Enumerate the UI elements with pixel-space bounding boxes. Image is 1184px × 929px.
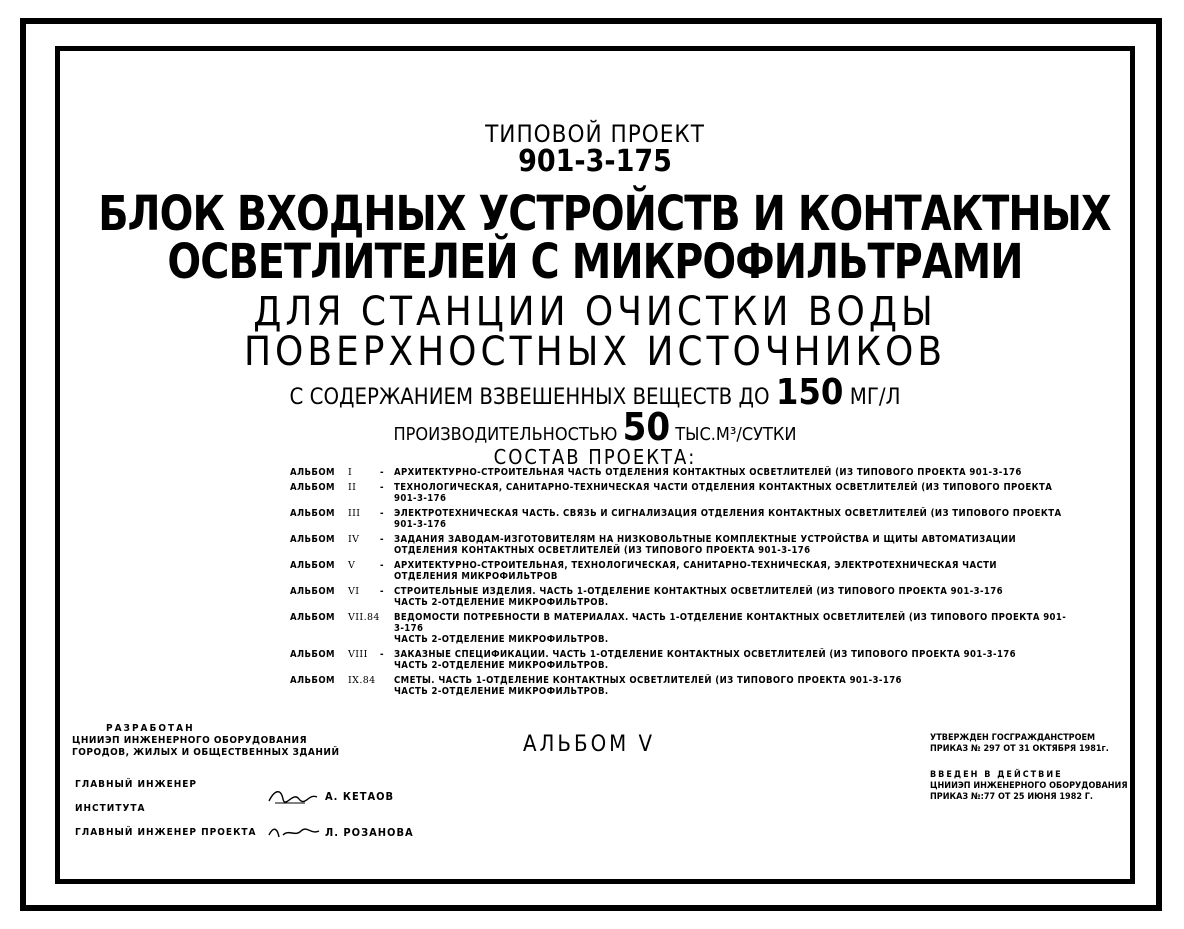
album-row-line: ЧАСТЬ 2-ОТДЕЛЕНИЕ МИКРОФИЛЬТРОВ.: [394, 660, 609, 671]
album-row-number: VI: [348, 586, 360, 597]
album-row-text: [394, 560, 1070, 582]
album-row: [290, 560, 1070, 582]
chief-role: ГЛАВНЫЙ ИНЖЕНЕР ИНСТИТУТА: [75, 779, 198, 814]
album-row-label: АЛЬБОМ: [290, 534, 335, 545]
album-row: [290, 534, 1070, 556]
album-row-text: [394, 586, 1070, 608]
album-row-number: V: [348, 560, 356, 571]
chief-row: [75, 821, 414, 845]
album-row-label: АЛЬБОМ: [290, 508, 335, 519]
album-row-number: III: [348, 508, 361, 519]
subtitle-line-1: ДЛЯ СТАНЦИИ ОЧИСТКИ ВОДЫ: [253, 289, 937, 335]
album-row-dash: [380, 612, 394, 645]
developer-org-line-1: ЦНИИЭП ИНЖЕНЕРНОГО ОБОРУДОВАНИЯ: [72, 735, 308, 746]
album-row-text: [394, 649, 1070, 671]
album-row-line: АРХИТЕКТУРНО-СТРОИТЕЛЬНАЯ, ТЕХНОЛОГИЧЕСКАЯ, САНИТАРНО-ТЕХНИЧЕСКАЯ, ЭЛЕКТРОТЕХНИЧЕСКАЯ ЧАСТИ: [394, 560, 997, 571]
album-row-label: АЛЬБОМ: [290, 560, 335, 571]
album-row: [290, 612, 1070, 645]
album-row-text: [394, 508, 1070, 530]
album-row-line: ЭЛЕКТРОТЕХНИЧЕСКАЯ ЧАСТЬ. СВЯЗЬ И СИГНАЛИЗАЦИЯ ОТДЕЛЕНИЯ КОНТАКТНЫХ ОСВЕТЛИТЕЛЕЙ (ИЗ ТИПОВОГО ПРОЕКТА 901-3-176: [394, 508, 1062, 530]
project-type: ТИПОВОЙ ПРОЕКТ: [485, 120, 705, 148]
album-row-line: ТЕХНОЛОГИЧЕСКАЯ, САНИТАРНО-ТЕХНИЧЕСКАЯ ЧАСТИ ОТДЕЛЕНИЯ КОНТАКТНЫХ ОСВЕТЛИТЕЛЕЙ (ИЗ ТИПОВОГО ПРОЕКТА 901-3-176: [394, 482, 1053, 504]
signature-icon: [265, 787, 325, 807]
album-label: АЛЬБОМ V: [523, 732, 656, 757]
album-row-line: ЧАСТЬ 2-ОТДЕЛЕНИЕ МИКРОФИЛЬТРОВ.: [394, 634, 609, 645]
album-row-line: АРХИТЕКТУРНО-СТРОИТЕЛЬНАЯ ЧАСТЬ ОТДЕЛЕНИЯ КОНТАКТНЫХ ОСВЕТЛИТЕЛЕЙ (ИЗ ТИПОВОГО ПРОЕКТА 901-3-176: [394, 467, 1022, 478]
album-row-label: АЛЬБОМ: [290, 612, 335, 623]
content-prefix: С СОДЕРЖАНИЕМ ВЗВЕШЕННЫХ ВЕЩЕСТВ ДО: [289, 385, 770, 410]
album-row-text: [394, 467, 1070, 478]
album-row-text: [394, 482, 1070, 504]
album-row-line: ЗАДАНИЯ ЗАВОДАМ-ИЗГОТОВИТЕЛЯМ НА НИЗКОВОЛЬТНЫЕ КОМПЛЕКТНЫЕ УСТРОЙСТВА И ЩИТЫ АВТОМАТИЗАЦИИ: [394, 534, 1017, 545]
album-row-label: АЛЬБОМ: [290, 649, 335, 660]
signature-icon: [265, 823, 325, 843]
capacity-spec: [55, 405, 1135, 449]
album-row: [290, 467, 1070, 478]
approval-line-2: ПРИКАЗ № 297 ОТ 31 ОКТЯБРЯ 1981г.: [930, 744, 1109, 754]
album-row-dash: -: [380, 649, 384, 660]
main-title-line-2: ОСВЕТЛИТЕЛЕЙ С МИКРОФИЛЬТРАМИ: [167, 234, 1023, 290]
album-row-text: [394, 534, 1070, 556]
capacity-value: 50: [622, 405, 671, 449]
introduction-line-2: ЦНИИЭП ИНЖЕНЕРНОГО ОБОРУДОВАНИЯ: [930, 781, 1128, 791]
album-row-line: ЧАСТЬ 2-ОТДЕЛЕНИЕ МИКРОФИЛЬТРОВ.: [394, 597, 609, 608]
album-row-dash: -: [380, 467, 384, 478]
album-row: [290, 508, 1070, 530]
album-row-number: IX.84: [348, 675, 376, 686]
developer-block: [72, 723, 339, 759]
capacity-unit: ТЫС.М³/СУТКИ: [675, 424, 797, 445]
capacity-prefix: ПРОИЗВОДИТЕЛЬНОСТЬЮ: [393, 424, 618, 445]
developer-header: РАЗРАБОТАН: [106, 723, 195, 734]
developer-org-line-2: ГОРОДОВ, ЖИЛЫХ И ОБЩЕСТВЕННЫХ ЗДАНИЙ: [72, 747, 340, 758]
chief-row: [75, 773, 414, 821]
album-row-dash: [380, 675, 394, 697]
chief-name: А. КЕТАОВ: [325, 790, 395, 803]
subtitle: [55, 289, 1135, 375]
introduction-line-3: ПРИКАЗ №:77 ОТ 25 ИЮНЯ 1982 Г.: [930, 792, 1094, 802]
content-unit: МГ/Л: [849, 385, 901, 410]
composition-heading: СОСТАВ ПРОЕКТА:: [493, 445, 697, 469]
album-row-number: I: [348, 467, 353, 478]
chief-name: Л. РОЗАНОВА: [325, 826, 414, 839]
project-number: 901-3-175: [518, 144, 672, 179]
album-row: [290, 586, 1070, 608]
album-row: [290, 482, 1070, 504]
album-row-number: VII.84: [348, 612, 380, 623]
album-row: [290, 675, 1070, 697]
main-title: [98, 186, 1111, 290]
album-list: [290, 467, 1070, 701]
main-title-line-1: БЛОК ВХОДНЫХ УСТРОЙСТВ И КОНТАКТНЫХ: [98, 186, 1111, 242]
approval-block: [930, 733, 1109, 755]
album-row-dash: -: [380, 482, 384, 493]
album-row-line: ВЕДОМОСТИ ПОТРЕБНОСТИ В МАТЕРИАЛАХ. ЧАСТЬ 1-ОТДЕЛЕНИЕ КОНТАКТНЫХ ОСВЕТЛИТЕЛЕЙ (ИЗ ТИПОВОГО ПРОЕКТА 901-3-176: [394, 612, 1067, 634]
chief-engineers: [75, 773, 414, 845]
album-row-text: [394, 612, 1070, 645]
introduction-line-1: ВВЕДЕН В ДЕЙСТВИЕ: [930, 770, 1063, 780]
album-row-line: ОТДЕЛЕНИЯ КОНТАКТНЫХ ОСВЕТЛИТЕЛЕЙ (ИЗ ТИПОВОГО ПРОЕКТА 901-3-176: [394, 545, 811, 556]
album-row-line: ОТДЕЛЕНИЯ МИКРОФИЛЬТРОВ: [394, 571, 558, 582]
album-row-label: АЛЬБОМ: [290, 675, 335, 686]
album-row: [290, 649, 1070, 671]
album-row-line: ЗАКАЗНЫЕ СПЕЦИФИКАЦИИ. ЧАСТЬ 1-ОТДЕЛЕНИЕ КОНТАКТНЫХ ОСВЕТЛИТЕЛЕЙ (ИЗ ТИПОВОГО ПРОЕКТА 901-3-176: [394, 649, 1016, 660]
content-value: 150: [775, 372, 844, 413]
subtitle-line-2: ПОВЕРХНОСТНЫХ ИСТОЧНИКОВ: [243, 329, 947, 375]
introduction-block: [930, 770, 1128, 803]
album-row-line: СТРОИТЕЛЬНЫЕ ИЗДЕЛИЯ. ЧАСТЬ 1-ОТДЕЛЕНИЕ КОНТАКТНЫХ ОСВЕТЛИТЕЛЕЙ (ИЗ ТИПОВОГО ПРОЕКТА 901-3-176: [394, 586, 1003, 597]
album-row-line: СМЕТЫ. ЧАСТЬ 1-ОТДЕЛЕНИЕ КОНТАКТНЫХ ОСВЕТЛИТЕЛЕЙ (ИЗ ТИПОВОГО ПРОЕКТА 901-3-176: [394, 675, 902, 686]
album-row-line: ЧАСТЬ 2-ОТДЕЛЕНИЕ МИКРОФИЛЬТРОВ.: [394, 686, 609, 697]
album-row-label: АЛЬБОМ: [290, 482, 335, 493]
album-row-dash: -: [380, 534, 384, 545]
album-row-number: II: [348, 482, 357, 493]
album-row-number: VIII: [348, 649, 368, 660]
album-row-text: [394, 675, 1070, 697]
album-row-number: IV: [348, 534, 360, 545]
album-row-dash: -: [380, 508, 384, 519]
album-row-dash: -: [380, 560, 384, 571]
album-row-label: АЛЬБОМ: [290, 586, 335, 597]
approval-line-1: УТВЕРЖДЕН ГОСГРАЖДАНСТРОЕМ: [930, 733, 1096, 743]
album-row-label: АЛЬБОМ: [290, 467, 335, 478]
album-row-dash: -: [380, 586, 384, 597]
chief-role: ГЛАВНЫЙ ИНЖЕНЕР ПРОЕКТА: [75, 827, 257, 838]
